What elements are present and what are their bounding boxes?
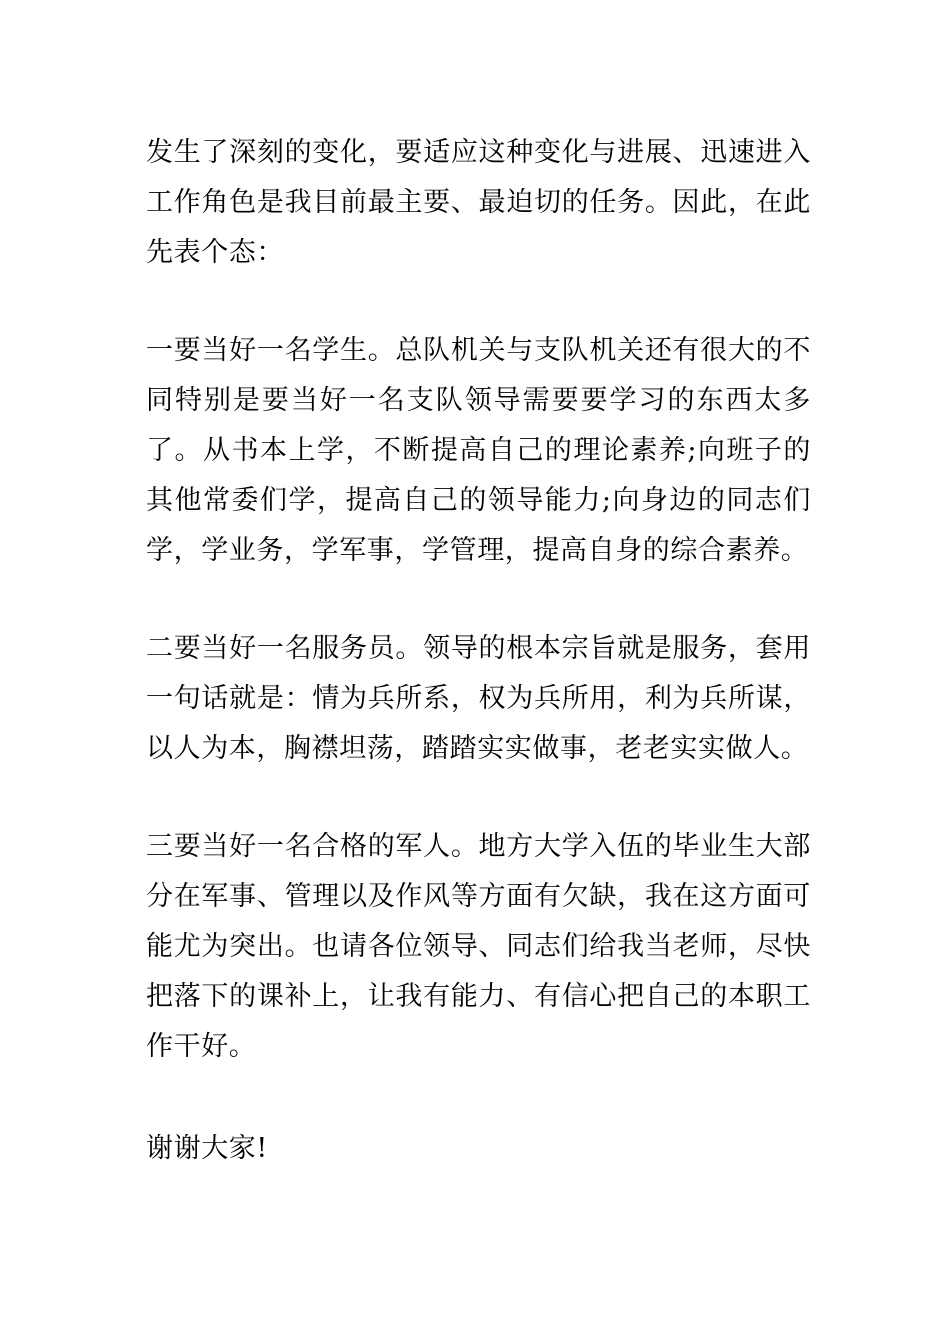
paragraph-thanks: 谢谢大家! xyxy=(146,1133,268,1164)
paragraph-intro: 发生了深刻的变化，要适应这种变化与进展、迅速进入工作角色是我目前最主要、最迫切的任务。因此，在此先表个态： xyxy=(146,137,811,268)
paragraph-servant: 二要当好一名服务员。领导的根本宗旨就是服务，套用一句话就是：情为兵所系，权为兵所用，利为兵所谋，以人为本，胸襟坦荡，踏踏实实做事，老老实实做人。 xyxy=(146,633,811,764)
document-page xyxy=(146,128,811,1174)
paragraph-student: 一要当好一名学生。总队机关与支队机关还有很大的不同特别是要当好一名支队领导需要要学习的东西太多了。从书本上学，不断提高自己的理论素养;向班子的其他常委们学，提高自己的领导能力;向身边的同志们学，学业务，学军事，学管理，提高自身的综合素养。 xyxy=(146,335,811,566)
paragraph-soldier: 三要当好一名合格的军人。地方大学入伍的毕业生大部分在军事、管理以及作风等方面有欠缺，我在这方面可能尤为突出。也请各位领导、同志们给我当老师，尽快把落下的课补上，让我有能力、有信心把自己的本职工作干好。 xyxy=(146,831,811,1062)
